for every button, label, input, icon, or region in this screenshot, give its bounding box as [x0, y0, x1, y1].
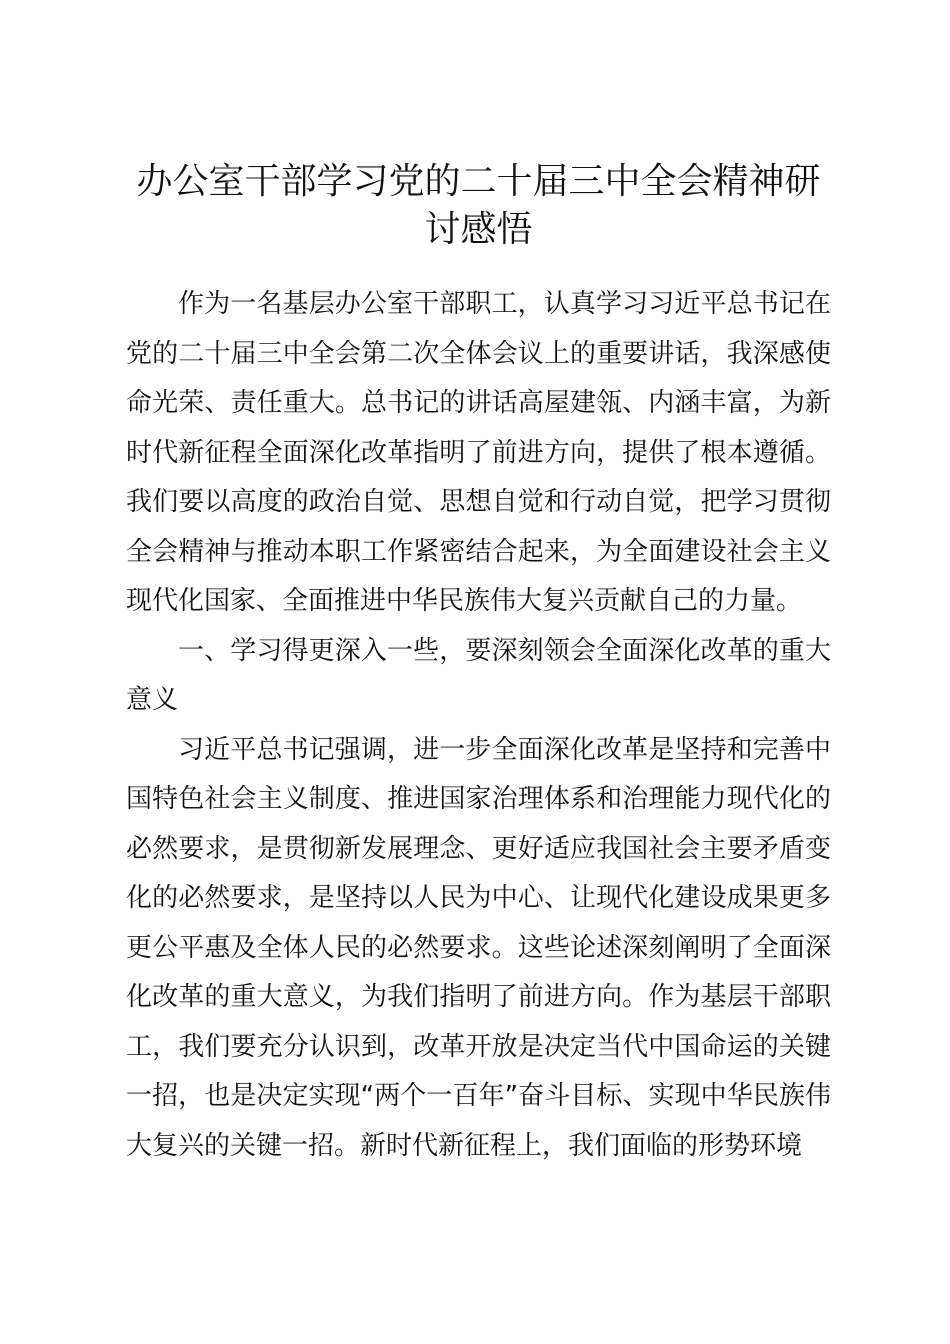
document-title: 办公室干部学习党的二十届三中全会精神研讨感悟: [136, 161, 821, 250]
document-body: [126, 280, 831, 1171]
paragraph-section-1: 习近平总书记强调，进一步全面深化改革是坚持和完善中国特色社会主义制度、推进国家治理体系和治理能力现代化的必然要求，是贯彻新发展理念、更好适应我国社会主要矛盾变化的必然要求，是坚持以人民为中心、让现代化建设成果更多更公平惠及全体人民的必然要求。这些论述深刻阐明了全面深化改革的重大意义，为我们指明了前进方向。作为基层干部职工，我们要充分认识到，改革开放是决定当代中国命运的关键一招，也是决定实现“两个一百年”奋斗目标、实现中华民族伟大复兴的关键一招。新时代新征程上，我们面临的形势环境: [126, 734, 831, 1161]
section-heading-1: 一、学习得更深入一些，要深刻领会全面深化改革的重大意义: [126, 635, 831, 715]
paragraph-intro: 作为一名基层办公室干部职工，认真学习习近平总书记在党的二十届三中全会第二次全体会议上的重要讲话，我深感使命光荣、责任重大。总书记的讲话高屋建瓴、内涵丰富，为新时代新征程全面深化改革指明了前进方向，提供了根本遵循。我们要以高度的政治自觉、思想自觉和行动自觉，把学习贯彻全会精神与推动本职工作紧密结合起来，为全面建设社会主义现代化国家、全面推进中华民族伟大复兴贡献自己的力量。: [126, 289, 831, 616]
